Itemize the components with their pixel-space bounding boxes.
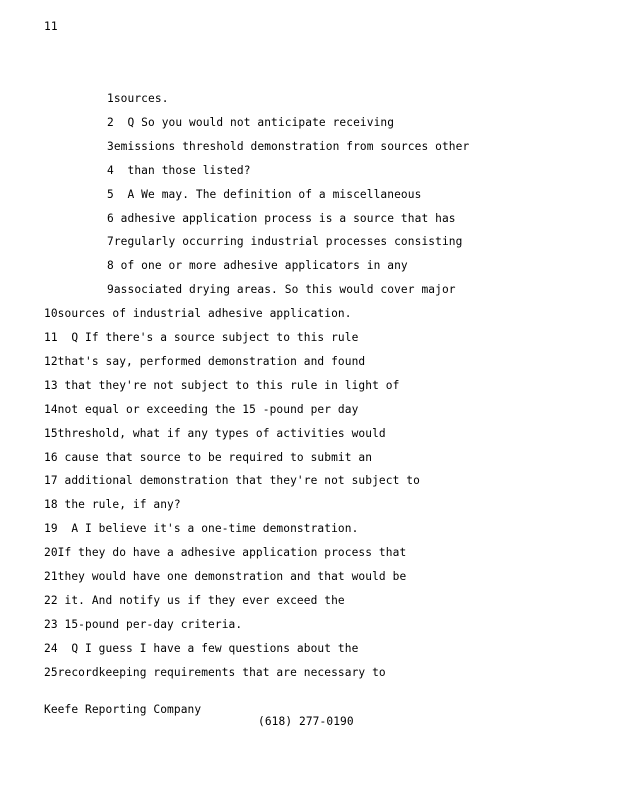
transcript-line xyxy=(107,116,394,130)
transcript-line xyxy=(107,283,456,297)
line-text: 15-pound per-day criteria. xyxy=(57,617,243,631)
line-number: 23 xyxy=(44,617,58,631)
line-number: 19 xyxy=(44,522,58,536)
line-number: 25 xyxy=(44,665,58,679)
transcript-line xyxy=(44,355,365,369)
footer-company: Keefe Reporting Company xyxy=(44,703,202,716)
transcript-line xyxy=(44,498,181,512)
transcript-line xyxy=(44,666,386,680)
page-number: 11 xyxy=(44,20,58,33)
transcript-line xyxy=(44,642,358,656)
line-number: 1 xyxy=(107,92,114,105)
line-text: that they're not subject to this rule in light of xyxy=(57,378,400,392)
line-text: Q So you would not anticipate receiving xyxy=(113,115,395,129)
transcript-line xyxy=(44,522,358,536)
line-text: A I believe it's a one-time demonstration. xyxy=(57,522,359,536)
line-text: sources. xyxy=(113,92,169,105)
line-text: they would have one demonstration and that would be xyxy=(57,570,407,583)
line-text: associated drying areas. So this would cover major xyxy=(113,283,456,297)
transcript-line xyxy=(44,331,358,345)
transcript-line xyxy=(44,546,406,560)
line-number: 12 xyxy=(44,354,58,368)
line-text: not equal or exceeding the 15 -pound per day xyxy=(57,402,359,416)
line-text: emissions threshold demonstration from sources other xyxy=(113,139,470,153)
line-number: 2 xyxy=(107,115,114,129)
line-text: threshold, what if any types of activities would xyxy=(57,426,386,440)
line-number: 24 xyxy=(44,641,58,655)
line-number: 18 xyxy=(44,498,58,512)
line-text: it. And notify us if they ever exceed the xyxy=(57,593,345,607)
line-number: 6 xyxy=(107,211,114,225)
line-number: 5 xyxy=(107,187,114,201)
transcript-line xyxy=(44,451,372,465)
line-number: 4 xyxy=(107,163,114,177)
line-text: the rule, if any? xyxy=(57,498,181,512)
line-text: that's say, performed demonstration and found xyxy=(57,354,366,368)
line-text: of one or more adhesive applicators in any xyxy=(113,259,408,273)
line-text: Q I guess I have a few questions about the xyxy=(57,641,359,655)
line-text: If they do have a adhesive application process that xyxy=(57,546,407,560)
transcript-line xyxy=(44,474,420,488)
transcript-line xyxy=(44,403,358,417)
transcript-line xyxy=(107,92,169,106)
line-number: 9 xyxy=(107,283,114,297)
line-text: regularly occurring industrial processes consisting xyxy=(113,235,463,249)
line-text: sources of industrial adhesive application. xyxy=(57,307,352,321)
line-text: Q If there's a source subject to this rule xyxy=(57,331,359,344)
line-number: 20 xyxy=(44,546,58,560)
line-number: 10 xyxy=(44,307,58,321)
line-text: A We may. The definition of a miscellaneous xyxy=(113,187,422,201)
footer-phone: (618) 277-0190 xyxy=(258,715,354,728)
line-number: 11 xyxy=(44,331,58,344)
line-number: 17 xyxy=(44,474,58,488)
transcript-line xyxy=(44,379,399,393)
line-number: 7 xyxy=(107,235,114,249)
transcript-line xyxy=(44,594,345,608)
line-number: 14 xyxy=(44,402,58,416)
transcript-line xyxy=(107,164,251,178)
transcript-line xyxy=(107,188,421,202)
transcript-line xyxy=(44,618,242,632)
line-number: 21 xyxy=(44,570,58,583)
line-number: 3 xyxy=(107,139,114,153)
transcript-line xyxy=(107,259,408,273)
transcript-line xyxy=(107,212,456,226)
line-number: 22 xyxy=(44,593,58,607)
transcript-line xyxy=(107,235,462,249)
transcript-line xyxy=(44,570,406,584)
transcript-line xyxy=(44,427,386,441)
line-number: 8 xyxy=(107,259,114,273)
transcript-line xyxy=(44,307,352,321)
line-number: 13 xyxy=(44,378,58,392)
line-number: 16 xyxy=(44,450,58,464)
transcript-line xyxy=(107,140,469,154)
line-text: recordkeeping requirements that are necessary to xyxy=(57,665,386,679)
line-text: adhesive application process is a source that has xyxy=(113,211,456,225)
line-number: 15 xyxy=(44,426,58,440)
line-text: cause that source to be required to submit an xyxy=(57,450,373,464)
line-text: additional demonstration that they're not subject to xyxy=(57,474,420,488)
line-text: than those listed? xyxy=(113,163,251,177)
